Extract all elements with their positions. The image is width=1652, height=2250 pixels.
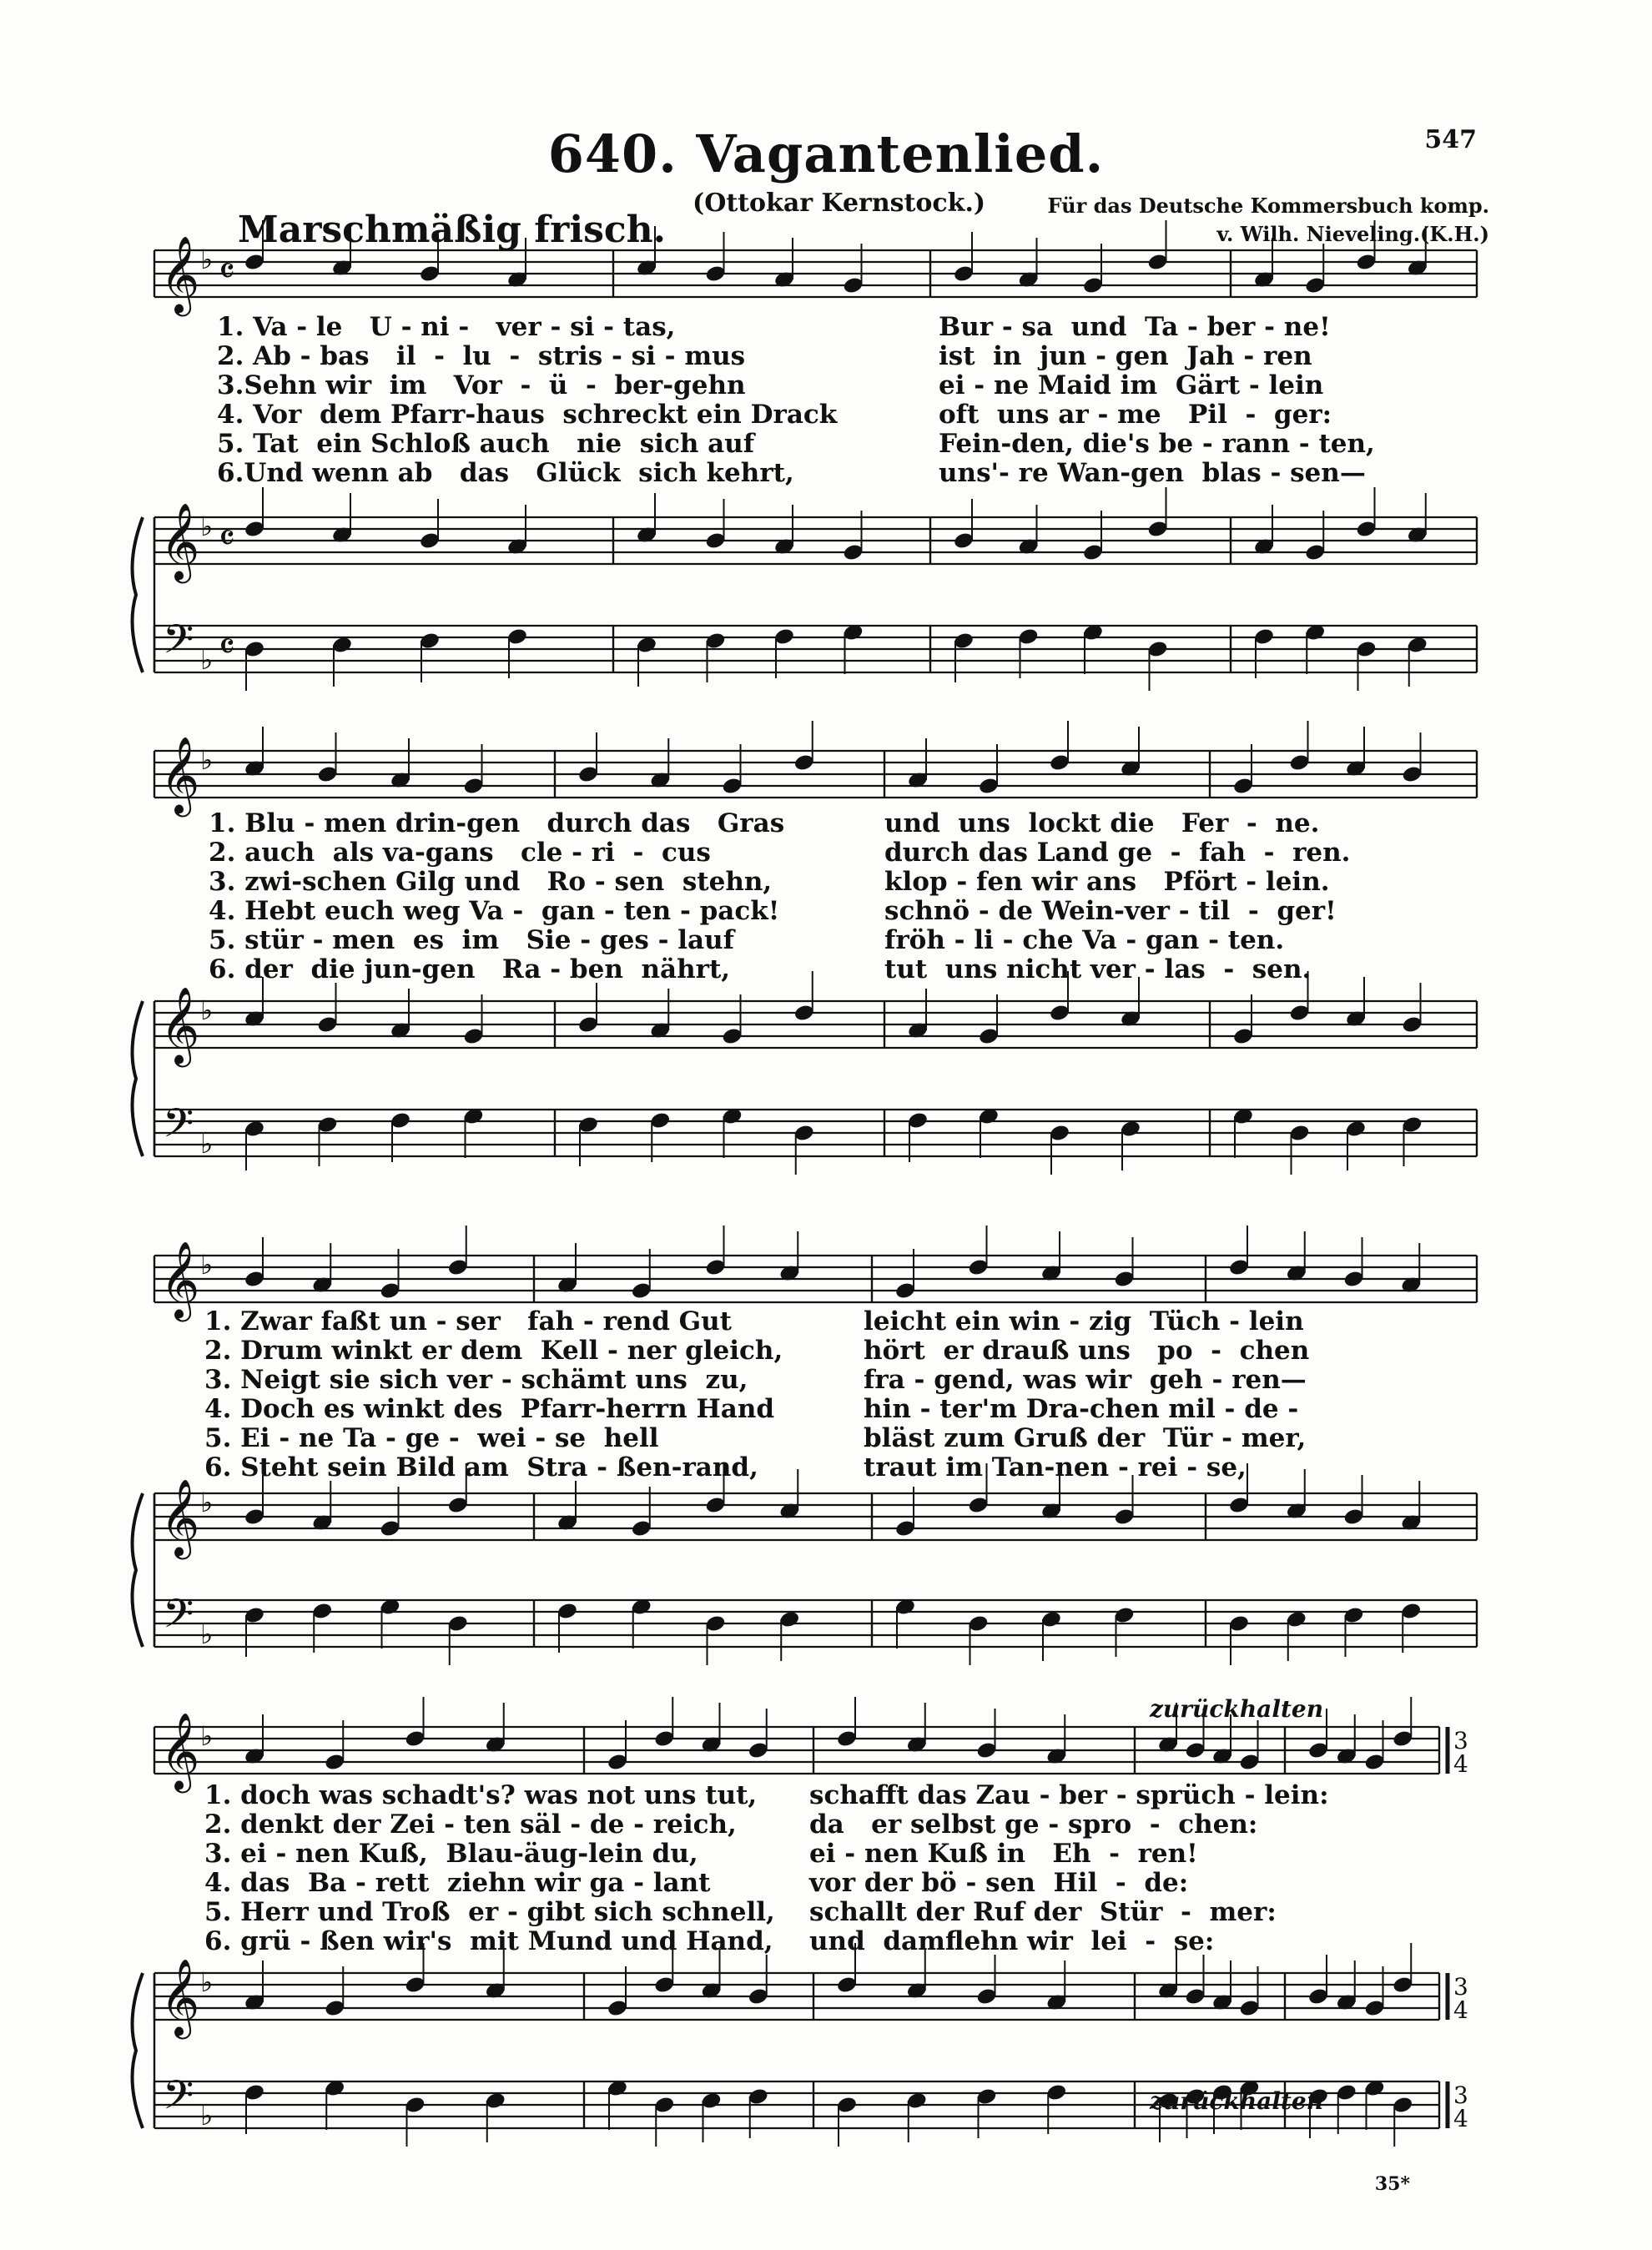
lyric-line: 1. Blu - men drin-gen durch das Gras	[209, 808, 785, 838]
lyric-line: 5. Tat ein Schloß auch nie sich auf	[217, 429, 755, 459]
lyric-block	[204, 1781, 775, 1956]
lyric-line: ei - ne Maid im Gärt - lein	[939, 370, 1324, 400]
ritardando-bottom: zurückhalten	[1150, 2087, 1324, 2115]
flat-key-signature-icon: ♭	[200, 644, 214, 676]
flat-key-signature-icon: ♭	[200, 1618, 214, 1650]
composer-line-2: v. Wilh. Nieveling.(K.H.)	[1216, 222, 1489, 246]
lyric-line: und uns lockt die Fer - ne.	[884, 808, 1320, 838]
lyric-line: vor der bö - sen Hil - de:	[809, 1868, 1189, 1898]
lyric-line: Fein-den, die's be - rann - ten,	[939, 429, 1375, 459]
brace-icon	[133, 1001, 144, 1156]
lyric-line: 3. zwi-schen Gilg und Ro - sen stehn,	[209, 867, 773, 897]
lyric-line: schnö - de Wein-ver - til - ger!	[884, 896, 1337, 926]
lyric-line: 1. Zwar faßt un - ser fah - rend Gut	[204, 1306, 732, 1336]
lyric-block	[939, 313, 1375, 488]
ritardando-top: zurückhalten	[1150, 1695, 1324, 1723]
flat-key-signature-icon: ♭	[200, 1487, 214, 1518]
lyric-line: hin - ter'm Dra-chen mil - de -	[864, 1394, 1299, 1424]
lyric-line: fröh - li - che Va - gan - ten.	[884, 925, 1285, 955]
lyric-line: tut uns nicht ver - las - sen.	[884, 954, 1312, 984]
lyricist: (Ottokar Kernstock.)	[693, 189, 986, 218]
lyric-line: leicht ein win - zig Tüch - lein	[864, 1306, 1304, 1336]
common-time-icon: 𝄴	[219, 250, 235, 293]
time-signature-denominator: 4	[1453, 1996, 1468, 2024]
lyric-line: traut im Tan-nen - rei - se,	[864, 1452, 1247, 1482]
lyric-line: klop - fen wir ans Pfört - lein.	[884, 867, 1330, 897]
lyric-line: 5. Herr und Troß er - gibt sich schnell,	[204, 1897, 775, 1927]
lyric-line: 1. Va - le U - ni - ver - si - tas,	[217, 312, 676, 342]
treble-clef-icon: 𝄞	[160, 502, 200, 580]
flat-key-signature-icon: ♭	[200, 994, 214, 1026]
composer-line-1: Für das Deutsche Kommersbuch komp.	[1047, 194, 1489, 218]
page-number: 547	[1424, 125, 1477, 154]
footer-signature: 35*	[1374, 2173, 1410, 2195]
lyric-line: 2. auch als va-gans cle - ri - cus	[209, 838, 711, 868]
lyric-line: da er selbst ge - spro - chen:	[809, 1810, 1258, 1840]
lyric-line: fra - gend, was wir geh - ren—	[864, 1365, 1307, 1395]
lyric-line: schallt der Ruf der Stür - mer:	[809, 1897, 1277, 1927]
treble-clef-icon: 𝄞	[160, 1478, 200, 1556]
time-signature-denominator: 4	[1453, 1750, 1468, 1778]
treble-clef-icon: 𝄞	[160, 1712, 200, 1789]
time-signature-numerator: 3	[1453, 1727, 1468, 1754]
lyric-line: 4. Hebt euch weg Va - gan - ten - pack!	[209, 896, 780, 926]
treble-clef-icon: 𝄞	[160, 736, 200, 813]
lyric-line: ist in jun - gen Jah - ren	[939, 341, 1312, 371]
lyric-line: uns'- re Wan-gen blas - sen—	[939, 458, 1366, 488]
bass-clef-icon: 𝄢	[163, 1100, 194, 1156]
lyric-line: 5. Ei - ne Ta - ge - wei - se hell	[204, 1423, 659, 1453]
flat-key-signature-icon: ♭	[200, 1249, 214, 1281]
lyric-line: 4. das Ba - rett ziehn wir ga - lant	[204, 1868, 711, 1898]
lyric-line: bläst zum Gruß der Tür - mer,	[864, 1423, 1307, 1453]
treble-clef-icon: 𝄞	[160, 986, 200, 1064]
flat-key-signature-icon: ♭	[200, 244, 214, 275]
lyric-line: durch das Land ge - fah - ren.	[884, 838, 1351, 868]
lyric-line: Bur - sa und Ta - ber - ne!	[939, 312, 1331, 342]
lyric-line: 6. der die jun-gen Ra - ben nährt,	[209, 954, 731, 984]
lyric-line: 3. Neigt sie sich ver - schämt uns zu,	[204, 1365, 748, 1395]
lyric-block	[204, 1307, 783, 1482]
brace-icon	[133, 1973, 144, 2128]
treble-clef-icon: 𝄞	[160, 1241, 200, 1318]
lyric-line: 2. Ab - bas il - lu - stris - si - mus	[217, 341, 746, 371]
time-signature-denominator: 4	[1453, 2105, 1468, 2132]
tempo-marking: Marschmäßig frisch.	[238, 209, 666, 251]
lyric-line: hört er drauß uns po - chen	[864, 1336, 1310, 1366]
lyric-line: 6.Und wenn ab das Glück sich kehrt,	[217, 458, 794, 488]
brace-icon	[133, 1493, 144, 1647]
lyric-line: 3. ei - nen Kuß, Blau-äug-lein du,	[204, 1839, 698, 1869]
lyric-line: und damflehn wir lei - se:	[809, 1926, 1215, 1956]
flat-key-signature-icon: ♭	[200, 1966, 214, 1998]
lyric-line: 4. Vor dem Pfarr-haus schreckt ein Drack	[217, 400, 838, 430]
lyric-block	[864, 1307, 1309, 1482]
flat-key-signature-icon: ♭	[200, 511, 214, 542]
lyric-line: 4. Doch es winkt des Pfarr-herrn Hand	[204, 1394, 775, 1424]
flat-key-signature-icon: ♭	[200, 744, 214, 776]
song-title: 640. Vagantenlied.	[547, 123, 1105, 184]
treble-clef-icon: 𝄞	[160, 1958, 200, 2036]
common-time-icon: 𝄴	[219, 626, 235, 668]
bass-clef-icon: 𝄢	[163, 1590, 194, 1647]
lyric-line: 3.Sehn wir im Vor - ü - ber-gehn	[217, 370, 746, 400]
bass-clef-icon: 𝄢	[163, 616, 194, 672]
treble-clef-icon: 𝄞	[160, 235, 200, 313]
lyric-line: 1. doch was schadt's? was not uns tut,	[204, 1780, 758, 1810]
common-time-icon: 𝄴	[219, 517, 235, 560]
lyric-block	[809, 1781, 1329, 1956]
lyric-line: 6. Steht sein Bild am Stra - ßen-rand,	[204, 1452, 758, 1482]
lyric-line: 6. grü - ßen wir's mit Mund und Hand,	[204, 1926, 773, 1956]
lyric-line: ei - nen Kuß in Eh - ren!	[809, 1839, 1198, 1869]
brace-icon	[133, 517, 144, 672]
lyric-line: 5. stür - men es im Sie - ges - lauf	[209, 925, 734, 955]
time-signature-numerator: 3	[1453, 2081, 1468, 2109]
lyric-line: 2. denkt der Zei - ten säl - de - reich,	[204, 1810, 737, 1840]
flat-key-signature-icon: ♭	[200, 1720, 214, 1752]
lyric-block	[209, 809, 784, 984]
flat-key-signature-icon: ♭	[200, 2100, 214, 2132]
lyric-line: schafft das Zau - ber - sprüch - lein:	[809, 1780, 1329, 1810]
lyric-line: 2. Drum winkt er dem Kell - ner gleich,	[204, 1336, 783, 1366]
lyric-line: oft uns ar - me Pil - ger:	[939, 400, 1332, 430]
flat-key-signature-icon: ♭	[200, 1128, 214, 1160]
time-signature-numerator: 3	[1453, 1973, 1468, 2001]
bass-clef-icon: 𝄢	[163, 2071, 194, 2128]
lyric-block	[217, 313, 837, 488]
lyric-block	[884, 809, 1350, 984]
